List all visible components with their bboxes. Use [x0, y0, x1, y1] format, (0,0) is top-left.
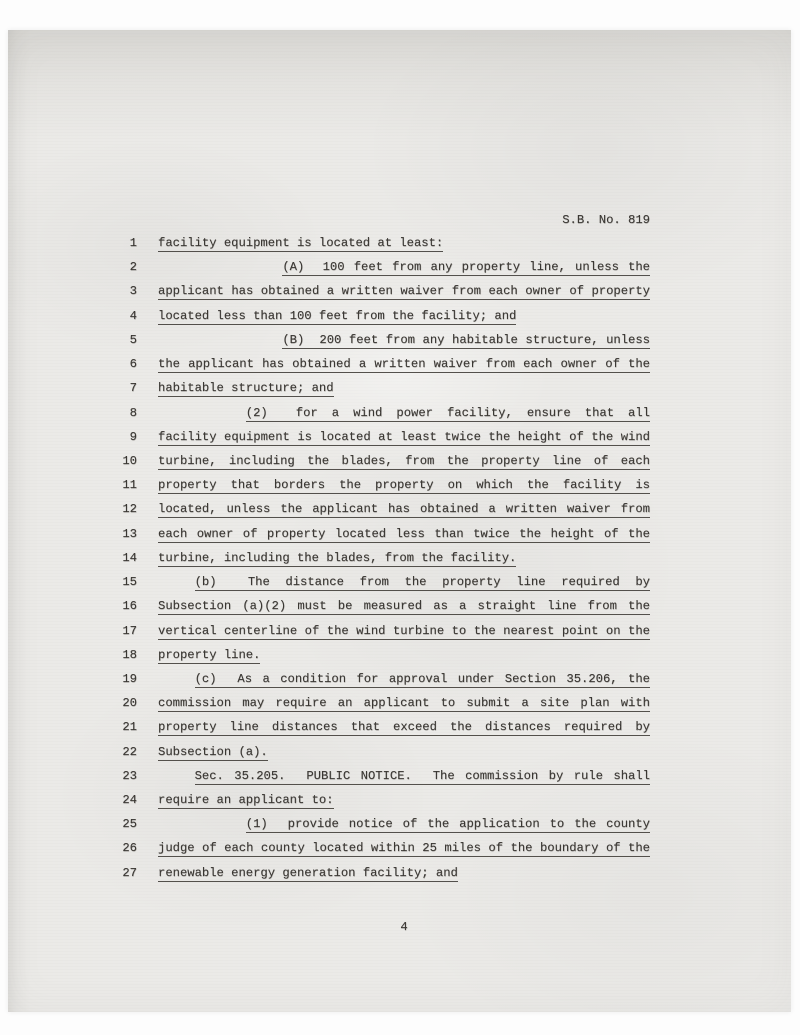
line-row: [8, 720, 650, 744]
line-text: Sec. 35.205. PUBLIC NOTICE. The commission by rule shall: [194, 768, 650, 783]
line-number: 24: [122, 793, 137, 808]
text-body: [8, 236, 650, 890]
line-indent: [137, 778, 195, 779]
line-number: 18: [122, 647, 137, 662]
line-row: [8, 648, 650, 672]
line-indent: [137, 802, 158, 803]
line-row: [8, 478, 650, 502]
line-indent: [137, 511, 158, 512]
line-row: [8, 551, 650, 575]
line-text: located, unless the applicant has obtained a written waiver from: [158, 502, 650, 517]
line-text: (A) 100 feet from any property line, unless the: [282, 260, 650, 275]
line-text: Subsection (a)(2) must be measured as a straight line from the: [158, 599, 650, 614]
line-text: property line distances that exceed the distances required by: [158, 720, 650, 735]
line-number: 14: [122, 550, 137, 565]
line-indent: [137, 875, 158, 876]
line-text: judge of each county located within 25 miles of the boundary of the: [158, 841, 650, 856]
line-number: 23: [122, 768, 137, 783]
line-number: 17: [122, 623, 137, 638]
line-number: 16: [122, 599, 137, 614]
line-indent: [137, 318, 158, 319]
line-text: each owner of property located less than twice the height of the: [158, 526, 650, 541]
line-row: [8, 793, 650, 817]
line-text: renewable energy generation facility; and: [158, 865, 458, 880]
line-number: 25: [122, 817, 137, 832]
line-indent: [137, 754, 158, 755]
line-row: [8, 575, 650, 599]
line-text: Subsection (a).: [158, 744, 268, 759]
line-indent: [137, 705, 158, 706]
line-row: [8, 745, 650, 769]
line-number: 5: [129, 332, 137, 347]
line-number: 21: [122, 720, 137, 735]
page-number: 4: [400, 920, 408, 934]
line-row: [8, 260, 650, 284]
line-indent: [137, 826, 246, 827]
line-row: [8, 502, 650, 526]
line-indent: [137, 487, 158, 488]
line-text: vertical centerline of the wind turbine to the nearest point on the: [158, 623, 650, 638]
line-indent: [137, 293, 158, 294]
line-number: 15: [122, 575, 137, 590]
line-row: [8, 866, 650, 890]
line-indent: [137, 390, 158, 391]
line-text: the applicant has obtained a written waiver from each owner of the: [158, 357, 650, 372]
line-indent: [137, 366, 158, 367]
line-number: 11: [122, 478, 137, 493]
line-indent: [137, 342, 282, 343]
line-indent: [137, 608, 158, 609]
line-indent: [137, 560, 158, 561]
line-row: [8, 454, 650, 478]
line-text: (1) provide notice of the application to the county: [245, 817, 650, 832]
scanned-page: [8, 30, 791, 1012]
line-number: 1: [129, 236, 137, 250]
line-row: [8, 624, 650, 648]
line-indent: [137, 657, 158, 658]
line-row: [8, 236, 650, 260]
line-row: [8, 769, 650, 793]
line-number: 9: [129, 429, 137, 444]
line-row: [8, 599, 650, 623]
line-row: [8, 357, 650, 381]
line-text: (b) The distance from the property line required by: [194, 575, 650, 590]
bill-number-header: S.B. No. 819: [562, 213, 650, 227]
line-text: habitable structure; and: [158, 381, 334, 396]
line-row: [8, 817, 650, 841]
line-row: [8, 284, 650, 308]
line-number: 27: [122, 865, 137, 880]
line-number: 13: [122, 526, 137, 541]
line-text: property that borders the property on which the facility is: [158, 478, 650, 493]
line-indent: [137, 439, 158, 440]
line-indent: [137, 536, 158, 537]
line-number: 8: [129, 405, 137, 420]
line-number: 4: [129, 308, 137, 323]
line-indent: [137, 850, 158, 851]
line-number: 3: [129, 284, 137, 299]
line-text: facility equipment is located at least:: [158, 236, 444, 250]
line-indent: [137, 633, 158, 634]
line-text: located less than 100 feet from the facility; and: [158, 308, 517, 323]
line-row: [8, 381, 650, 405]
line-row: [8, 406, 650, 430]
line-number: 6: [129, 357, 137, 372]
line-number: 20: [122, 696, 137, 711]
line-text: facility equipment is located at least twice the height of the wind: [158, 429, 650, 444]
line-text: commission may require an applicant to submit a site plan with: [158, 696, 650, 711]
line-number: 26: [122, 841, 137, 856]
line-number: 7: [129, 381, 137, 396]
line-indent: [137, 729, 158, 730]
line-text: (B) 200 feet from any habitable structure, unless: [282, 332, 650, 347]
line-text: turbine, including the blades, from the property line of each: [158, 453, 650, 468]
line-row: [8, 309, 650, 333]
line-text: (c) As a condition for approval under Section 35.206, the: [194, 671, 650, 686]
line-indent: [137, 681, 195, 682]
line-indent: [137, 269, 282, 270]
line-indent: [137, 415, 246, 416]
line-row: [8, 672, 650, 696]
line-indent: [137, 463, 158, 464]
line-text: property line.: [158, 647, 261, 662]
line-row: [8, 430, 650, 454]
line-number: 2: [129, 260, 137, 275]
line-text: applicant has obtained a written waiver from each owner of property: [158, 284, 650, 299]
line-row: [8, 841, 650, 865]
line-number: 22: [122, 744, 137, 759]
line-indent: [137, 584, 195, 585]
line-number: 19: [122, 671, 137, 686]
line-number: 12: [122, 502, 137, 517]
line-text: turbine, including the blades, from the facility.: [158, 550, 517, 565]
line-row: [8, 696, 650, 720]
line-row: [8, 527, 650, 551]
line-row: [8, 333, 650, 357]
line-text: require an applicant to:: [158, 793, 334, 808]
line-indent: [137, 245, 158, 246]
line-text: (2) for a wind power facility, ensure that all: [245, 405, 650, 420]
line-number: 10: [122, 453, 137, 468]
